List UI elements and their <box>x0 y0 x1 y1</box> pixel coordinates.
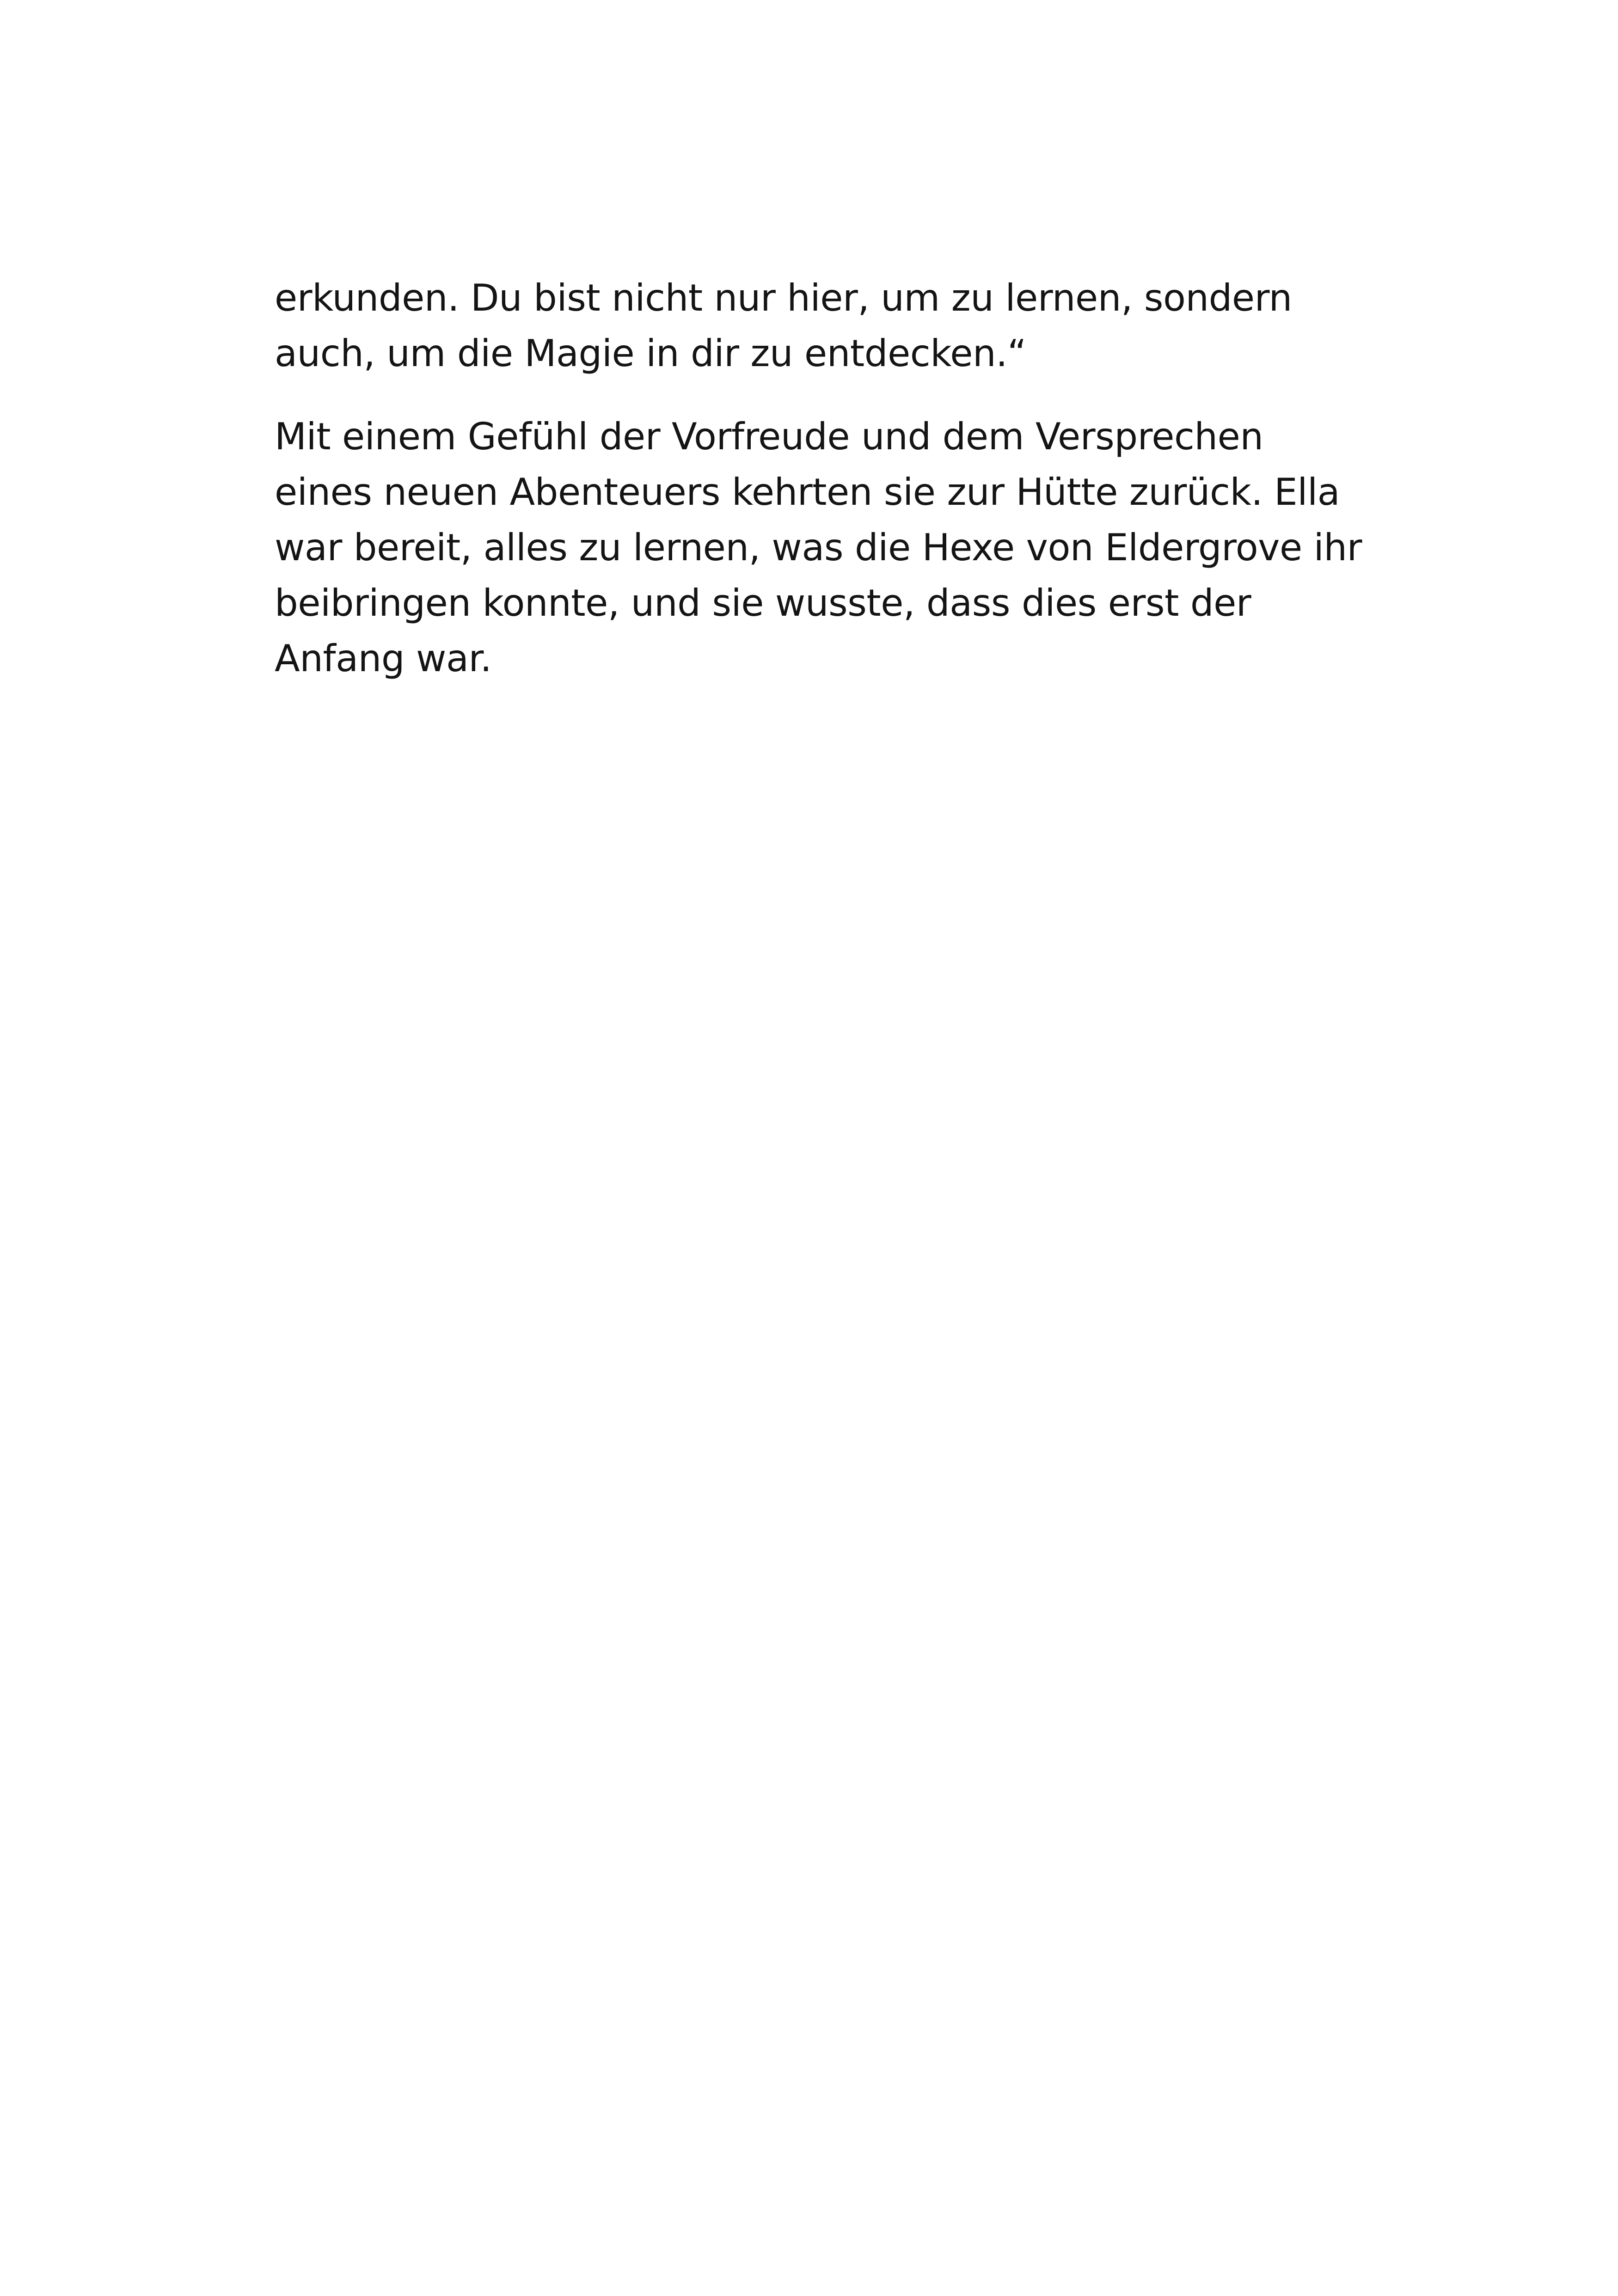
text-line: erkunden. Du bist nicht nur hier, um zu lernen, sondern <box>275 276 1292 319</box>
text-line: eines neuen Abenteuers kehrten sie zur Hütte zurück. Ella <box>275 471 1340 514</box>
body-text <box>275 270 1393 686</box>
paragraph-2 <box>275 409 1393 686</box>
text-line: auch, um die Magie in dir zu entdecken.“ <box>275 332 1027 375</box>
text-line: Anfang war. <box>275 637 492 680</box>
paragraph-spacer <box>275 381 1393 409</box>
paragraph-1 <box>275 270 1393 381</box>
text-line: war bereit, alles zu lernen, was die Hexe von Eldergrove ihr <box>275 526 1362 569</box>
text-line: beibringen konnte, und sie wusste, dass dies erst der <box>275 582 1251 625</box>
text-line: Mit einem Gefühl der Vorfreude und dem Versprechen <box>275 415 1263 458</box>
